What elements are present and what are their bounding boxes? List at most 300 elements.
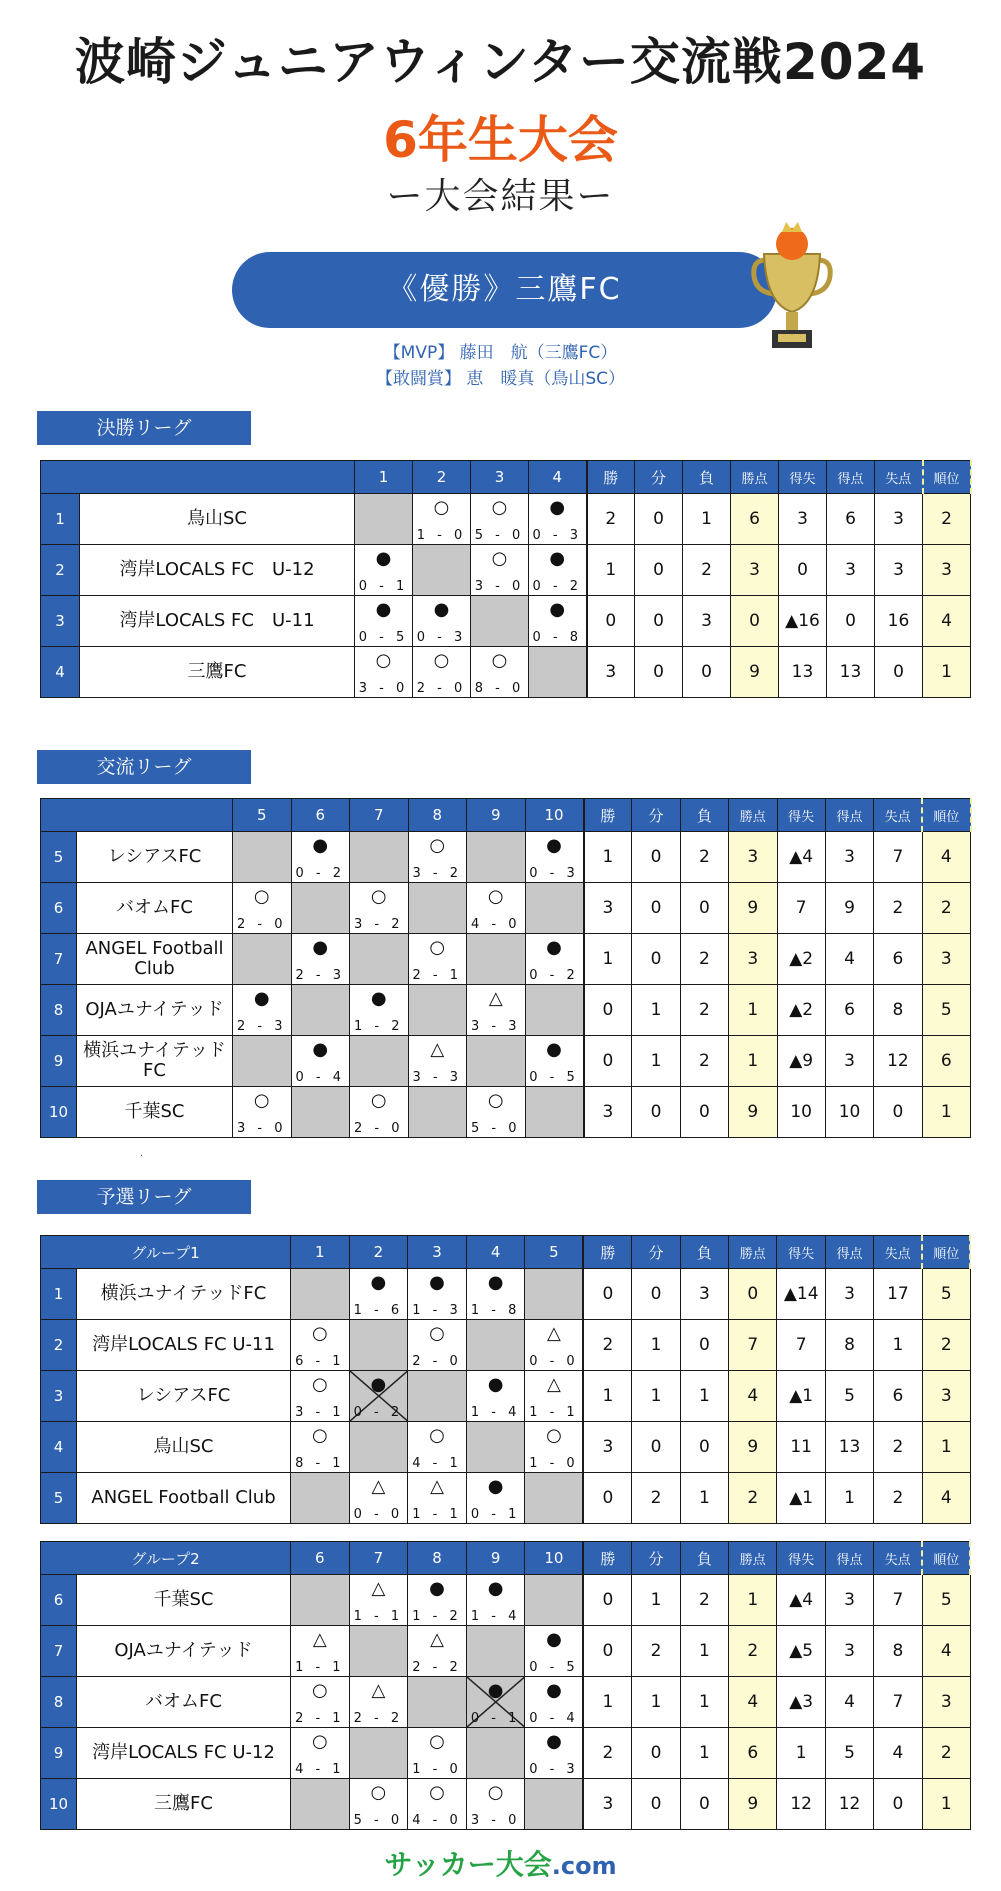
score: 0 - 5 xyxy=(358,630,409,645)
table-row xyxy=(41,1320,971,1371)
stat-header: 得失 xyxy=(777,799,825,832)
row-number: 3 xyxy=(41,596,80,647)
table-row xyxy=(41,1626,971,1677)
score: 2 - 2 xyxy=(353,1711,404,1726)
rank-value: 1 xyxy=(922,1779,970,1830)
result-symbol: ● xyxy=(546,937,562,958)
stat-header: 失点 xyxy=(874,799,922,832)
match-result xyxy=(355,596,413,647)
wins-value: 0 xyxy=(583,1575,631,1626)
blank-cell xyxy=(525,1779,584,1830)
table-row xyxy=(41,1087,971,1138)
result-symbol: △ xyxy=(312,1629,327,1650)
losses-value: 2 xyxy=(680,934,728,985)
team-name: 鳥山SC xyxy=(80,494,355,545)
goals-for-value: 8 xyxy=(825,1320,873,1371)
goals-for-value: 4 xyxy=(825,1677,873,1728)
blank-cell xyxy=(466,1626,525,1677)
goals-against-value: 4 xyxy=(874,1728,922,1779)
draws-value: 1 xyxy=(632,1036,680,1087)
draws-value: 1 xyxy=(632,985,680,1036)
score: 3 - 0 xyxy=(358,681,409,696)
table-row xyxy=(41,1575,971,1626)
result-symbol: ○ xyxy=(375,650,392,671)
draws-value: 1 xyxy=(632,1320,680,1371)
score: 1 - 1 xyxy=(295,1660,345,1675)
stat-header: 負 xyxy=(680,1542,728,1575)
result-symbol: ● xyxy=(487,1476,504,1497)
score: 3 - 0 xyxy=(237,1121,287,1136)
match-result xyxy=(349,1371,408,1422)
goals-for-value: 3 xyxy=(825,1626,873,1677)
points-value: 0 xyxy=(729,1269,777,1320)
goal-difference-value: ▲9 xyxy=(777,1036,825,1087)
stat-header: 順位 xyxy=(922,799,970,832)
row-number: 6 xyxy=(41,1575,77,1626)
result-symbol: ○ xyxy=(311,1374,328,1395)
match-result xyxy=(233,1087,292,1138)
table-row xyxy=(41,545,971,596)
draws-value: 0 xyxy=(632,832,680,883)
match-result xyxy=(291,1677,350,1728)
wins-value: 0 xyxy=(583,1473,631,1524)
goals-for-value: 5 xyxy=(825,1371,873,1422)
stat-header: 負 xyxy=(680,799,728,832)
draws-value: 0 xyxy=(632,1779,680,1830)
draws-value: 0 xyxy=(635,494,683,545)
goals-against-value: 7 xyxy=(874,1575,922,1626)
match-result xyxy=(466,1473,525,1524)
score: 2 - 3 xyxy=(295,968,345,983)
team-name: 横浜ユナイテッドFC xyxy=(77,1269,291,1320)
rank-value: 1 xyxy=(922,1422,970,1473)
result-symbol: ● xyxy=(253,988,270,1009)
result-symbol: ● xyxy=(370,988,387,1009)
match-result xyxy=(408,832,467,883)
rank-value: 2 xyxy=(922,1320,970,1371)
match-result xyxy=(525,1677,584,1728)
opponent-header: 10 xyxy=(525,1542,584,1575)
result-symbol: ○ xyxy=(311,1731,328,1752)
blank-cell xyxy=(525,883,584,934)
blank-cell xyxy=(471,596,529,647)
match-result xyxy=(413,494,471,545)
match-result xyxy=(408,1036,467,1087)
header-row xyxy=(41,461,971,494)
score: 2 - 3 xyxy=(237,1019,287,1034)
fighting-spirit-award: 【敢闘賞】 恵 暖真（鳥山SC） xyxy=(375,369,626,389)
match-result xyxy=(413,596,471,647)
match-result xyxy=(466,1677,525,1728)
goals-for-value: 3 xyxy=(825,1575,873,1626)
draws-value: 0 xyxy=(635,596,683,647)
wins-value: 0 xyxy=(583,1626,631,1677)
losses-value: 0 xyxy=(680,1779,728,1830)
match-result xyxy=(467,1087,526,1138)
match-result xyxy=(525,1626,584,1677)
team-name: 湾岸LOCALS FC U-11 xyxy=(77,1320,291,1371)
draws-value: 0 xyxy=(632,1422,680,1473)
result-symbol: ● xyxy=(312,1039,329,1060)
match-result xyxy=(291,1728,350,1779)
result-symbol: ● xyxy=(546,1731,562,1752)
wins-value: 0 xyxy=(584,985,632,1036)
mvp-award: 【MVP】 藤田 航（三鷹FC） xyxy=(383,343,618,363)
table-row xyxy=(41,647,971,698)
rank-value: 5 xyxy=(922,985,970,1036)
wins-value: 3 xyxy=(583,1779,631,1830)
site-logo-brand: サッカー大会 xyxy=(384,1848,552,1881)
score: 0 - 2 xyxy=(353,1405,404,1420)
match-result xyxy=(408,1626,467,1677)
header-row xyxy=(41,1542,971,1575)
goals-against-value: 0 xyxy=(875,647,923,698)
final-league-table xyxy=(40,460,972,698)
rank-value: 6 xyxy=(922,1036,970,1087)
losses-value: 1 xyxy=(680,1626,728,1677)
result-symbol: ○ xyxy=(491,650,508,671)
score: 4 - 0 xyxy=(471,917,521,932)
score: 1 - 0 xyxy=(416,528,467,543)
goals-against-value: 8 xyxy=(874,1626,922,1677)
match-result xyxy=(525,832,584,883)
score: 1 - 4 xyxy=(470,1405,521,1420)
stat-header: 失点 xyxy=(874,1542,922,1575)
row-number: 4 xyxy=(41,1422,77,1473)
goal-difference-value: ▲14 xyxy=(777,1269,825,1320)
goals-against-value: 2 xyxy=(874,1422,922,1473)
result-symbol: ○ xyxy=(370,1090,387,1111)
goals-against-value: 6 xyxy=(874,1371,922,1422)
goal-difference-value: 10 xyxy=(777,1087,825,1138)
wins-value: 1 xyxy=(587,545,635,596)
stat-header: 分 xyxy=(632,1236,680,1269)
team-name: 鳥山SC xyxy=(77,1422,291,1473)
match-result xyxy=(291,934,350,985)
result-symbol: △ xyxy=(430,1629,444,1650)
result-symbol: ● xyxy=(375,599,392,620)
match-result xyxy=(408,934,467,985)
blank-cell xyxy=(355,494,413,545)
match-result xyxy=(233,985,292,1036)
result-symbol: ○ xyxy=(433,650,450,671)
score: 4 - 1 xyxy=(295,1762,345,1777)
match-result xyxy=(291,1036,350,1087)
stat-header: 勝 xyxy=(583,1542,631,1575)
score: 0 - 8 xyxy=(532,630,582,645)
wins-value: 0 xyxy=(583,1269,631,1320)
result-symbol: ● xyxy=(549,599,566,620)
points-value: 9 xyxy=(729,883,777,934)
row-number: 5 xyxy=(41,1473,77,1524)
result-symbol: ● xyxy=(546,1039,562,1060)
score: 2 - 2 xyxy=(412,1660,462,1675)
blank-cell xyxy=(529,647,587,698)
goals-for-value: 3 xyxy=(825,832,873,883)
rank-value: 3 xyxy=(922,1371,970,1422)
opponent-header: 6 xyxy=(291,1542,350,1575)
result-symbol: ● xyxy=(546,1629,562,1650)
result-symbol: ● xyxy=(370,1272,387,1293)
stat-header: 得失 xyxy=(779,461,827,494)
blank-cell xyxy=(466,1320,525,1371)
score: 0 - 1 xyxy=(358,579,409,594)
stat-header: 負 xyxy=(683,461,731,494)
match-result xyxy=(350,985,409,1036)
opponent-header: 3 xyxy=(471,461,529,494)
match-result xyxy=(291,1371,350,1422)
result-symbol: ○ xyxy=(429,835,446,856)
blank-cell xyxy=(467,934,526,985)
team-name: 湾岸LOCALS FC U-12 xyxy=(80,545,355,596)
score: 5 - 0 xyxy=(474,528,525,543)
rank-value: 5 xyxy=(922,1269,970,1320)
score: 0 - 5 xyxy=(529,1660,579,1675)
score: 0 - 3 xyxy=(416,630,467,645)
goals-against-value: 8 xyxy=(874,985,922,1036)
blank-cell xyxy=(467,1036,526,1087)
stat-header: 失点 xyxy=(874,1236,922,1269)
match-result xyxy=(529,494,587,545)
table-row xyxy=(41,1728,971,1779)
points-value: 1 xyxy=(729,1575,777,1626)
result-symbol: △ xyxy=(488,988,503,1009)
row-number: 5 xyxy=(41,832,77,883)
blank-cell xyxy=(233,832,292,883)
stat-header: 勝点 xyxy=(729,1542,777,1575)
wins-value: 1 xyxy=(583,1371,631,1422)
blank-cell xyxy=(408,883,467,934)
stat-header: 勝点 xyxy=(729,799,777,832)
row-number: 9 xyxy=(41,1728,77,1779)
losses-value: 2 xyxy=(683,545,731,596)
header-row xyxy=(41,799,971,832)
losses-value: 0 xyxy=(680,883,728,934)
match-result xyxy=(408,1779,467,1830)
score: 2 - 0 xyxy=(237,917,287,932)
points-value: 4 xyxy=(729,1371,777,1422)
blank-cell xyxy=(525,1087,584,1138)
stat-header: 順位 xyxy=(922,1236,970,1269)
goal-difference-value: ▲5 xyxy=(777,1626,825,1677)
score: 8 - 1 xyxy=(295,1456,345,1471)
opponent-header: 1 xyxy=(291,1236,350,1269)
rank-value: 4 xyxy=(922,832,970,883)
result-symbol: ● xyxy=(375,548,392,569)
team-name: 三鷹FC xyxy=(80,647,355,698)
rank-value: 3 xyxy=(923,545,971,596)
header-row xyxy=(41,1236,971,1269)
table-row xyxy=(41,1371,971,1422)
goals-for-value: 6 xyxy=(827,494,875,545)
blank-cell xyxy=(466,1728,525,1779)
opponent-header: 5 xyxy=(233,799,292,832)
exchange-league-table xyxy=(40,798,972,1138)
score: 0 - 3 xyxy=(529,1762,579,1777)
match-result xyxy=(471,647,529,698)
goals-for-value: 5 xyxy=(825,1728,873,1779)
stat-header: 得点 xyxy=(827,461,875,494)
match-result xyxy=(355,647,413,698)
score: 1 - 3 xyxy=(412,1303,462,1318)
points-value: 9 xyxy=(729,1779,777,1830)
result-symbol: ○ xyxy=(253,886,270,907)
prelim-league-label: 予選リーグ xyxy=(37,1180,251,1214)
blank-cell xyxy=(349,1320,408,1371)
goal-difference-value: ▲2 xyxy=(777,934,825,985)
stat-header: 勝 xyxy=(583,1236,631,1269)
opponent-header: 5 xyxy=(525,1236,584,1269)
points-value: 2 xyxy=(729,1473,777,1524)
team-name: 三鷹FC xyxy=(77,1779,291,1830)
wins-value: 2 xyxy=(583,1728,631,1779)
wins-value: 3 xyxy=(584,1087,632,1138)
table-row xyxy=(41,1269,971,1320)
blank-cell xyxy=(408,1371,467,1422)
rank-value: 5 xyxy=(922,1575,970,1626)
stat-header: 勝 xyxy=(584,799,632,832)
score: 2 - 1 xyxy=(412,968,462,983)
wins-value: 1 xyxy=(584,934,632,985)
goals-against-value: 16 xyxy=(875,596,923,647)
score: 1 - 1 xyxy=(529,1405,579,1420)
match-result xyxy=(291,1320,350,1371)
team-name: 千葉SC xyxy=(77,1575,291,1626)
goal-difference-value: 11 xyxy=(777,1422,825,1473)
blank-cell xyxy=(291,1575,350,1626)
match-result xyxy=(471,494,529,545)
wins-value: 2 xyxy=(587,494,635,545)
points-value: 3 xyxy=(729,934,777,985)
losses-value: 2 xyxy=(680,1575,728,1626)
losses-value: 3 xyxy=(683,596,731,647)
stray-dot: . xyxy=(140,1148,144,1159)
stat-header: 負 xyxy=(680,1236,728,1269)
goals-against-value: 3 xyxy=(875,545,923,596)
result-symbol: ○ xyxy=(429,1425,445,1446)
points-value: 3 xyxy=(729,832,777,883)
blank-cell xyxy=(291,883,350,934)
score: 0 - 0 xyxy=(529,1354,579,1369)
match-result xyxy=(408,1422,467,1473)
stat-header: 得失 xyxy=(777,1542,825,1575)
goals-against-value: 2 xyxy=(874,883,922,934)
team-name: バオムFC xyxy=(77,1677,291,1728)
rank-value: 2 xyxy=(923,494,971,545)
blank-cell xyxy=(408,1087,467,1138)
goals-against-value: 0 xyxy=(874,1087,922,1138)
opponent-header: 8 xyxy=(408,799,467,832)
goal-difference-value: ▲16 xyxy=(779,596,827,647)
stat-header: 順位 xyxy=(922,1542,970,1575)
score: 2 - 1 xyxy=(295,1711,345,1726)
result-symbol: ● xyxy=(487,1578,504,1599)
table-row xyxy=(41,494,971,545)
match-result xyxy=(467,985,526,1036)
result-symbol: △ xyxy=(547,1323,561,1344)
result-symbol: ○ xyxy=(487,1090,504,1111)
goal-difference-value: 12 xyxy=(777,1779,825,1830)
event-title: 波崎ジュニアウィンター交流戦2024 xyxy=(74,33,927,91)
blank-cell xyxy=(291,1473,350,1524)
result-symbol: ● xyxy=(487,1374,504,1395)
points-value: 7 xyxy=(729,1320,777,1371)
team-name: レシアスFC xyxy=(77,1371,291,1422)
goals-against-value: 12 xyxy=(874,1036,922,1087)
result-symbol: △ xyxy=(371,1578,386,1599)
score: 8 - 0 xyxy=(474,681,525,696)
stat-header: 分 xyxy=(632,1542,680,1575)
draws-value: 0 xyxy=(632,883,680,934)
opponent-header: 9 xyxy=(466,1542,525,1575)
result-symbol: ○ xyxy=(546,1425,562,1446)
stat-header: 得点 xyxy=(825,1236,873,1269)
score: 3 - 3 xyxy=(471,1019,521,1034)
score: 1 - 2 xyxy=(412,1609,462,1624)
rank-value: 2 xyxy=(922,1728,970,1779)
match-result xyxy=(355,545,413,596)
row-number: 6 xyxy=(41,883,77,934)
losses-value: 1 xyxy=(680,1473,728,1524)
result-caption: ー大会結果ー xyxy=(386,176,615,217)
points-value: 9 xyxy=(729,1422,777,1473)
blank-cell xyxy=(291,1087,350,1138)
goal-difference-value: ▲2 xyxy=(777,985,825,1036)
score: 1 - 1 xyxy=(353,1609,404,1624)
match-result xyxy=(525,1320,584,1371)
blank-cell xyxy=(408,985,467,1036)
wins-value: 3 xyxy=(587,647,635,698)
score: 5 - 0 xyxy=(353,1813,404,1828)
goal-difference-value: ▲3 xyxy=(777,1677,825,1728)
row-number: 4 xyxy=(41,647,80,698)
score: 0 - 1 xyxy=(470,1507,521,1522)
score: 0 - 3 xyxy=(532,528,582,543)
losses-value: 0 xyxy=(683,647,731,698)
goal-difference-value: ▲1 xyxy=(777,1473,825,1524)
losses-value: 0 xyxy=(680,1320,728,1371)
rank-value: 3 xyxy=(922,934,970,985)
score: 3 - 0 xyxy=(474,579,525,594)
goals-against-value: 7 xyxy=(874,832,922,883)
opponent-header: 8 xyxy=(408,1542,467,1575)
blank-cell xyxy=(349,1422,408,1473)
result-symbol: ○ xyxy=(429,1782,445,1803)
row-number: 3 xyxy=(41,1371,77,1422)
draws-value: 1 xyxy=(632,1575,680,1626)
row-number: 7 xyxy=(41,1626,77,1677)
result-symbol: △ xyxy=(371,1680,386,1701)
draws-value: 1 xyxy=(632,1677,680,1728)
opponent-header: 1 xyxy=(355,461,413,494)
result-symbol: ○ xyxy=(311,1323,328,1344)
opponent-header: 3 xyxy=(408,1236,467,1269)
losses-value: 2 xyxy=(680,1036,728,1087)
goal-difference-value: 7 xyxy=(777,1320,825,1371)
result-symbol: ○ xyxy=(429,1731,445,1752)
team-name: バオムFC xyxy=(77,883,233,934)
score: 3 - 0 xyxy=(470,1813,521,1828)
table-row xyxy=(41,1036,971,1087)
result-symbol: ○ xyxy=(253,1090,270,1111)
group2-table xyxy=(40,1541,971,1830)
match-result xyxy=(525,1728,584,1779)
match-result xyxy=(466,1269,525,1320)
points-value: 0 xyxy=(731,596,779,647)
result-symbol: ● xyxy=(312,835,329,856)
match-result xyxy=(349,1779,408,1830)
score: 3 - 1 xyxy=(295,1405,345,1420)
